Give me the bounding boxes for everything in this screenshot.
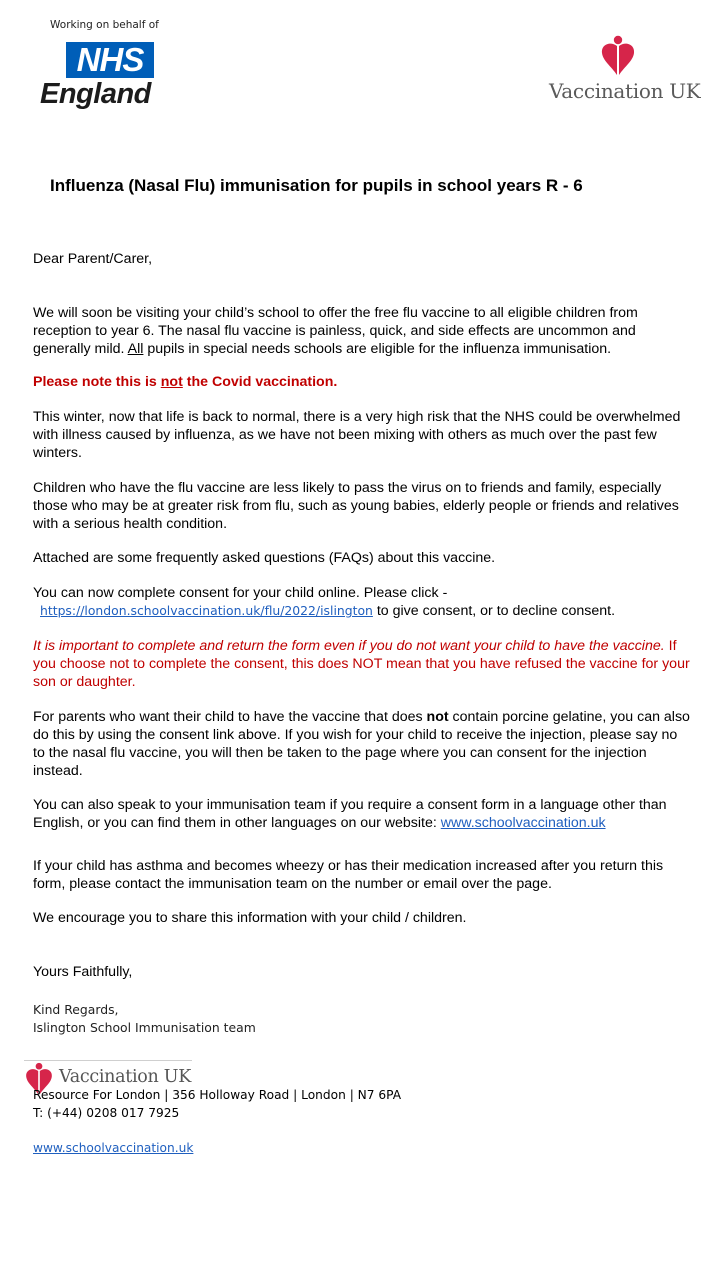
porcine-pre: For parents who want their child to have the vaccine that does — [33, 709, 427, 725]
nhs-region-text: England — [40, 78, 151, 110]
intro-text-b: pupils in special needs schools are eligible for the influenza immunisation. — [143, 341, 612, 357]
nhs-logo: NHS — [66, 42, 154, 78]
intro-text-a: We will soon be visiting your child’s school to offer the free flu vaccine to all eligible children from reception to year 6. The nasal flu vaccine is painless, quick, and side effects are uncommon and generally mild. — [33, 305, 638, 357]
spread-paragraph: Children who have the flu vaccine are less likely to pass the virus on to friends and family, especially those who may be at greater risk from flu, such as young babies, elderly people or friends and relatives with a serious health condition. — [33, 480, 679, 532]
nhs-on-behalf-text: Working on behalf of — [50, 19, 159, 31]
consent-line: You can now complete consent for your child online. Please click - — [33, 585, 448, 601]
salutation: Dear Parent/Carer, — [33, 251, 153, 267]
porcine-post: contain porcine gelatine, you can also do this by using the consent link above. If you wish for your child to receive the injection, please say no to the nasal flu vaccine, you will then be taken to the page where you can consent for the injection instead. — [33, 709, 690, 779]
footer-logo-text: Vaccination UK — [59, 1067, 191, 1087]
important-rest: If you choose not to complete the consent, this does NOT mean that you have refused the vaccine for your son or daughter. — [33, 638, 690, 690]
sign-off-regards: Kind Regards, — [33, 1002, 119, 1017]
consent-link[interactable]: https://london.schoolvaccination.uk/flu/2022/islington — [40, 603, 373, 618]
language-text: You can also speak to your immunisation team if you require a consent form in a language other than English, or you can find them in other languages on our website: — [33, 797, 667, 831]
intro-paragraph — [33, 304, 693, 358]
vaccination-uk-logo-text: Vaccination UK — [549, 79, 701, 103]
footer-phone: T: (+44) 0208 017 7925 — [33, 1106, 180, 1120]
footer-divider — [24, 1060, 192, 1061]
letter-title: Influenza (Nasal Flu) immunisation for pupils in school years R - 6 — [50, 176, 583, 195]
faqs-paragraph: Attached are some frequently asked questions (FAQs) about this vaccine. — [33, 550, 496, 566]
winter-risk-paragraph: This winter, now that life is back to normal, there is a very high risk that the NHS could be overwhelmed with illness caused by influenza, as we have not been mixing with others as much over the past few winters. — [33, 409, 681, 461]
porcine-not: not — [426, 709, 449, 725]
covid-note-not: not — [160, 374, 183, 390]
intro-all: All — [127, 341, 144, 357]
closing: Yours Faithfully, — [33, 964, 133, 980]
vaccination-uk-heart-icon — [598, 35, 638, 77]
footer-website-link[interactable]: www.schoolvaccination.uk — [33, 1141, 194, 1155]
covid-note-pre: Please note this is — [33, 374, 161, 390]
covid-note-post: the Covid vaccination. — [182, 374, 338, 390]
asthma-paragraph: If your child has asthma and becomes wheezy or has their medication increased after you return this form, please contact the immunisation team on the number or email over the page. — [33, 858, 664, 892]
language-paragraph — [33, 796, 693, 832]
sign-off-team: Islington School Immunisation team — [33, 1020, 256, 1035]
consent-link-line — [33, 602, 693, 620]
important-paragraph — [33, 637, 693, 691]
important-italic: It is important to complete and return the form even if you do not want your child to have the vaccine. — [33, 638, 665, 654]
footer-address: Resource For London | 356 Holloway Road | London | N7 6PA — [33, 1088, 402, 1102]
covid-note — [33, 373, 693, 391]
website-link[interactable]: www.schoolvaccination.uk — [440, 815, 606, 831]
share-paragraph: We encourage you to share this information with your child / children. — [33, 910, 467, 926]
porcine-paragraph — [33, 708, 693, 780]
consent-after: to give consent, or to decline consent. — [372, 603, 616, 619]
